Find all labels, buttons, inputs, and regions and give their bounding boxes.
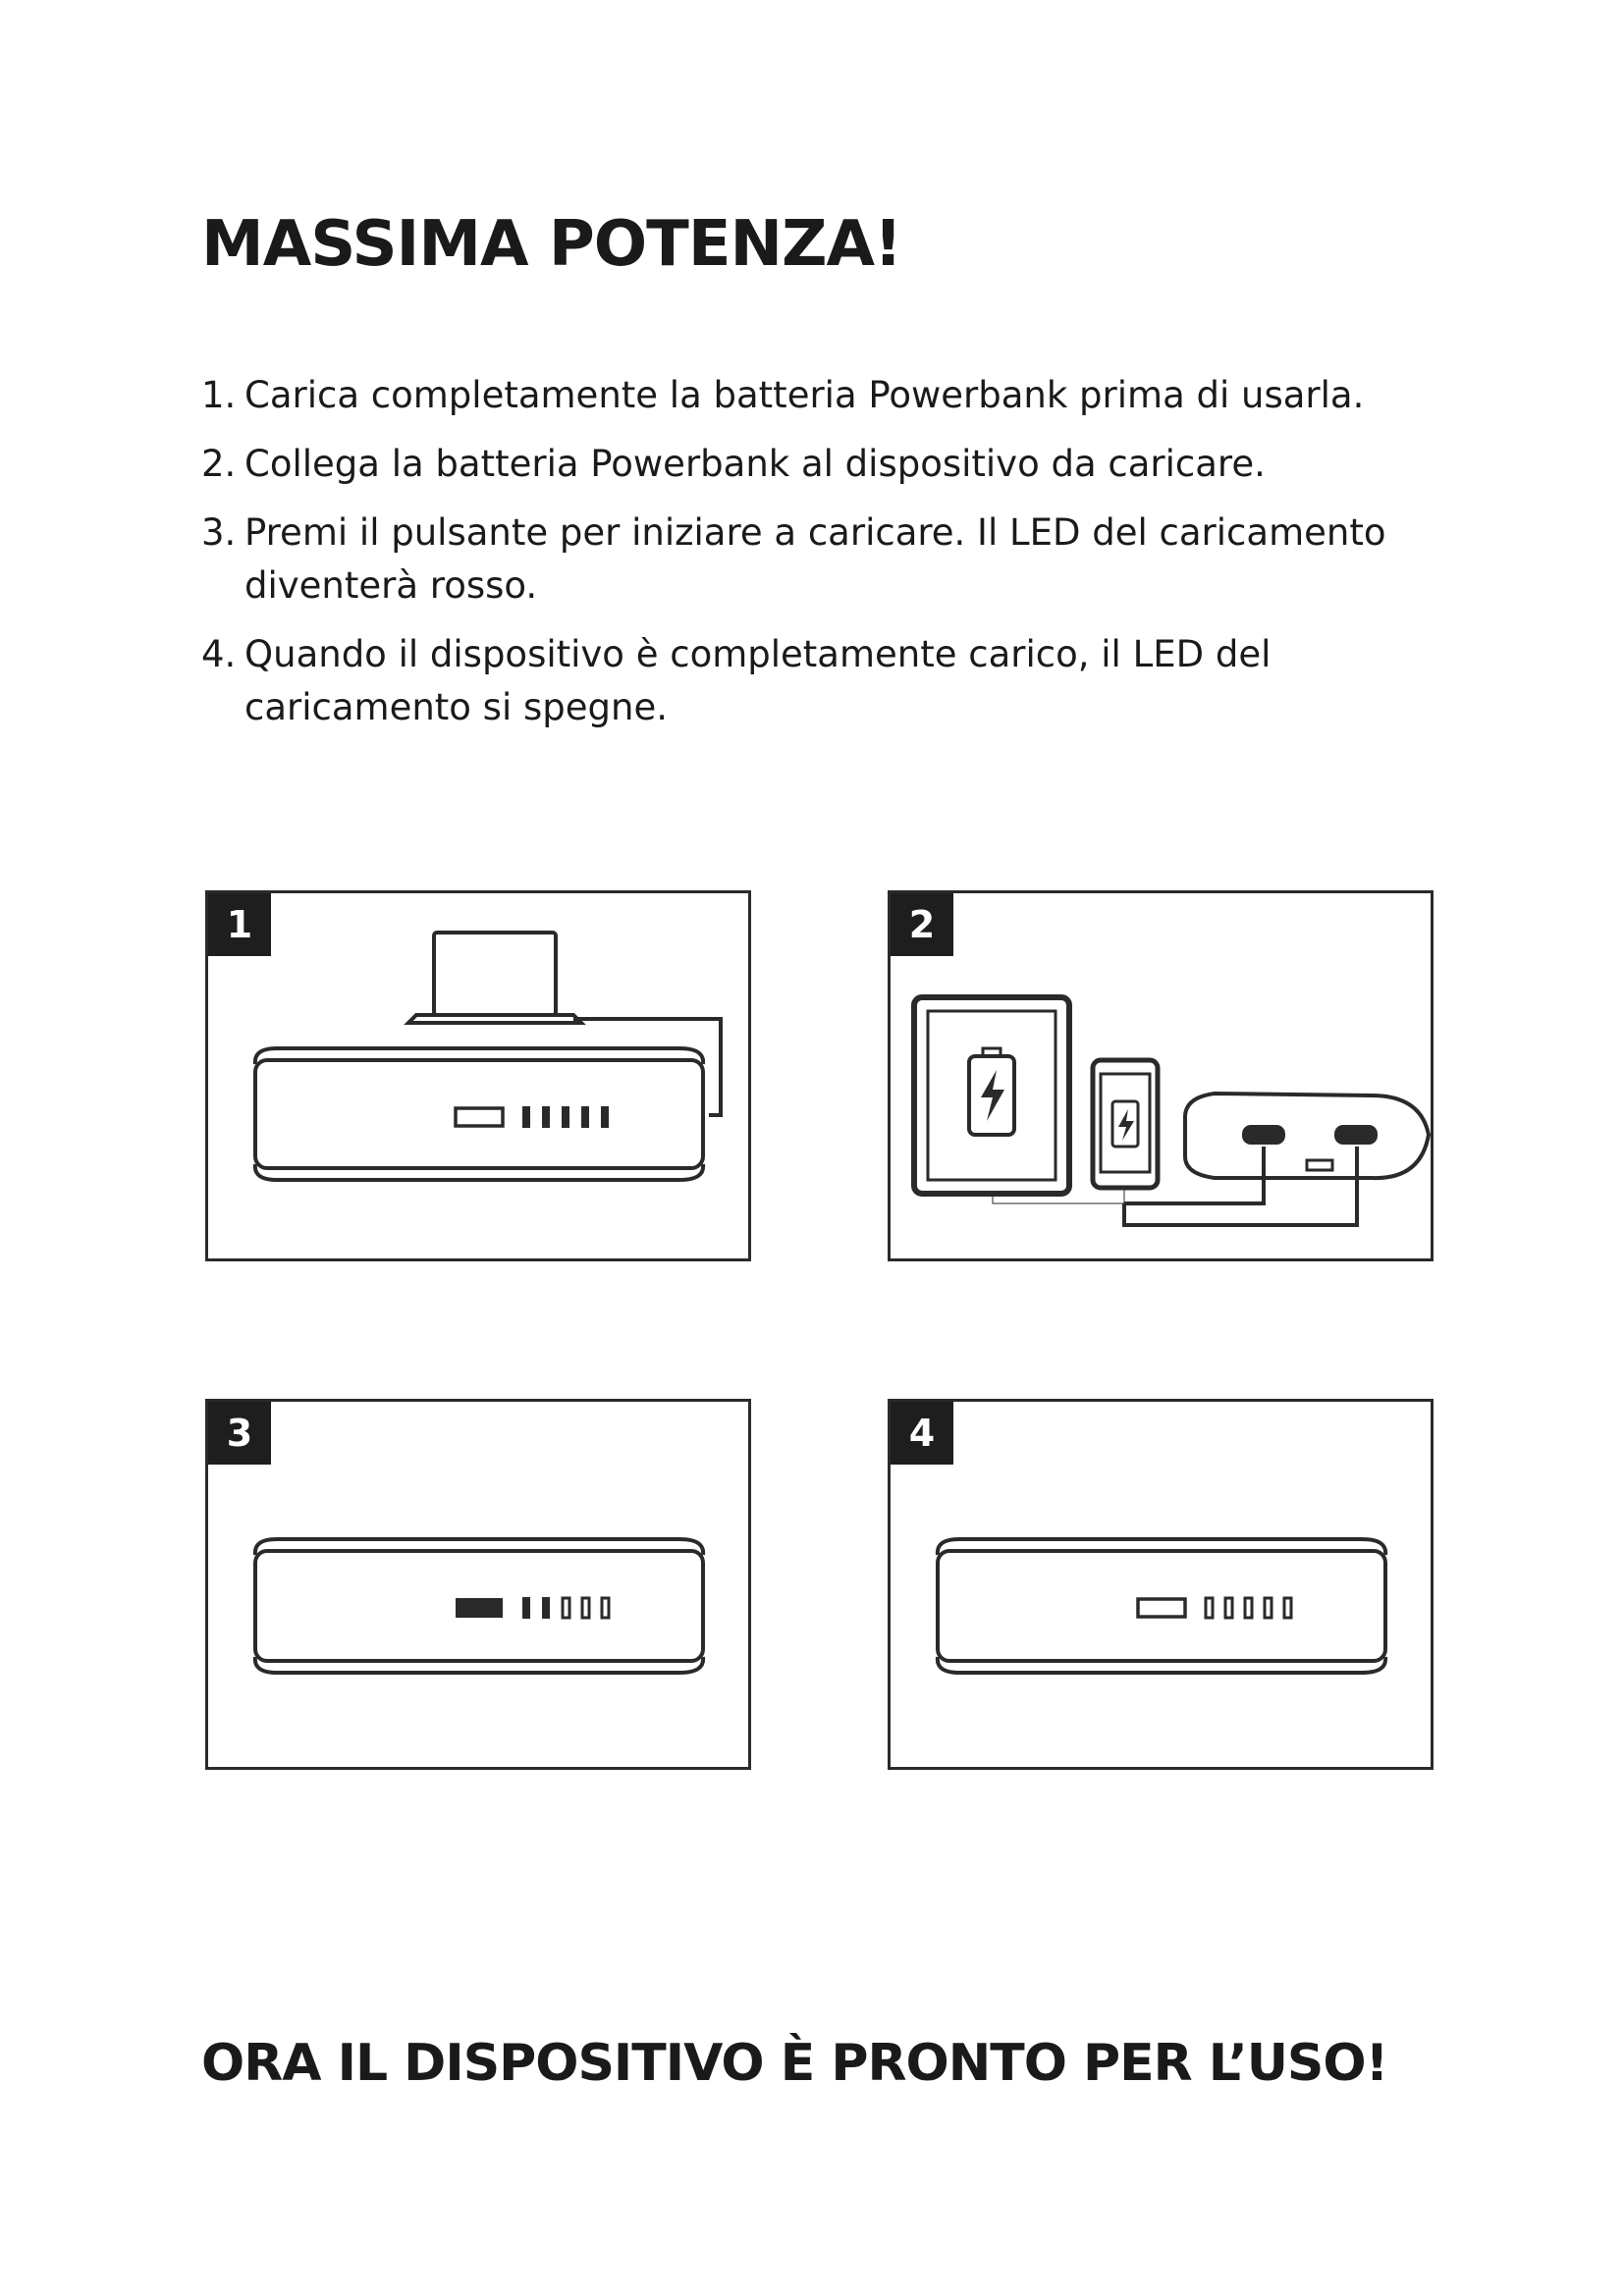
step-text: Collega la batteria Powerbank al dispositivo da caricare. [244,443,1266,485]
footer-heading: ORA IL DISPOSITIVO È PRONTO PER L’USO! [201,2034,1388,2093]
powerbank-icon [938,1551,1385,1661]
illustration-panel-3 [205,1399,751,1770]
step-number: 2. [201,443,237,485]
laptop-icon [434,933,556,1015]
step-number: 1. [201,374,237,416]
powerbank-laptop-illustration [208,893,754,1264]
instruction-step [201,438,1429,491]
instruction-step [201,628,1429,734]
panel-number-badge: 1 [208,893,271,956]
step-number: 3. [201,511,237,554]
illustration-panel-2 [888,890,1434,1261]
step-text: Carica completamente la batteria Powerbank prima di usarla. [244,374,1365,416]
powerbank-charged-illustration [891,1402,1436,1773]
illustration-panel-4 [888,1399,1434,1770]
step-text: Premi il pulsante per iniziare a caricare. Il LED del caricamento diventerà rosso. [244,511,1386,607]
illustration-panel-1 [205,890,751,1261]
powerbank-devices-illustration [891,893,1436,1264]
step-number: 4. [201,633,237,675]
instruction-step [201,369,1429,422]
step-text: Quando il dispositivo è completamente carico, il LED del caricamento si spegne. [244,633,1272,728]
panel-number-badge: 4 [891,1402,953,1465]
panel-number-badge: 3 [208,1402,271,1465]
lightning-icon [981,1070,1004,1121]
instruction-list [201,369,1429,750]
powerbank-icon [255,1060,703,1168]
panel-number-badge: 2 [891,893,953,956]
instruction-step [201,507,1429,613]
powerbank-charging-illustration [208,1402,754,1773]
page-title: MASSIMA POTENZA! [201,208,902,281]
